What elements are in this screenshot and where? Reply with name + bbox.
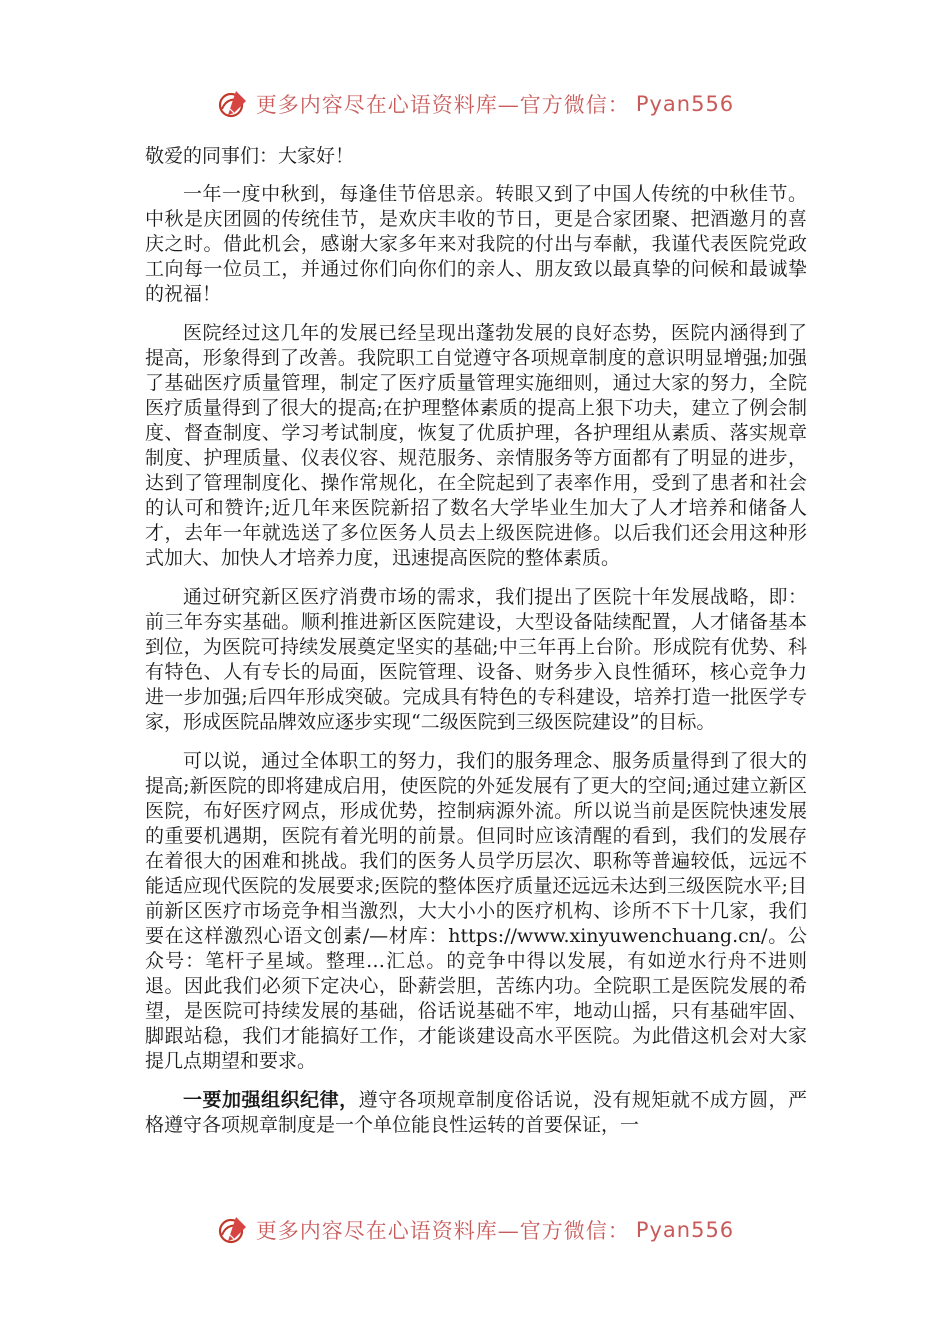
pen-swirl-logo-icon [216, 1213, 250, 1247]
paragraph-1: 一年一度中秋到，每逢佳节倍思亲。转眼又到了中国人传统的中秋佳节。中秋是庆团圆的传统佳节，是欢庆丰收的节日，更是合家团聚、把酒邀月的喜庆之时。借此机会，感谢大家多年来对我院的付出与奉献，我谨代表医院党政工向每一位员工，并通过你们向你们的亲人、朋友致以最真挚的问候和最诚挚的祝福！ [145, 183, 807, 305]
paragraph-4: 可以说，通过全体职工的努力，我们的服务理念、服务质量得到了很大的提高;新医院的即将建成启用，使医院的外延发展有了更大的空间;通过建立新区医院，布好医疗网点，形成优势，控制病源外流。所以说当前是医院快速发展的重要机遇期，医院有着光明的前景。但同时应该清醒的看到，我们的发展存在着很大的困难和挑战。我们的医务人员学历层次、职称等普遍较低，远远不能适应现代医院的发展要求;医院的整体医疗质量还远远未达到三级医院水平;目前新区医疗市场竞争相当激烈，大大小小的医疗机构、诊所不下十几家，我们要在这样激烈心语文创素/—材库：https://www.xinyuwenchuang.cn/。公众号：笔杆子星域。整理…汇总。的竞争中得以发展，有如逆水行舟不进则退。因此我们必须下定决心，卧薪尝胆，苦练内功。全院职工是医院发展的希望，是医院可持续发展的基础，俗话说基础不牢，地动山摇，只有基础牢固、脚跟站稳，我们才能搞好工作，才能谈建设高水平医院。为此借这机会对大家提几点期望和要求。 [145, 750, 807, 1072]
document-body [145, 144, 807, 1152]
paragraph-2: 医院经过这几年的发展已经呈现出蓬勃发展的良好态势，医院内涵得到了提高，形象得到了改善。我院职工自觉遵守各项规章制度的意识明显增强;加强了基础医疗质量管理，制定了医疗质量管理实施细则，通过大家的努力，全院医疗质量得到了很大的提高;在护理整体素质的提高上狠下功夫，建立了例会制度、督查制度、学习考试制度，恢复了优质护理，各护理组从素质、落实规章制度、护理质量、仪表仪容、规范服务、亲情服务等方面都有了明显的进步，达到了管理制度化、操作常规化，在全院起到了表率作用，受到了患者和社会的认可和赞许;近几年来医院新招了数名大学毕业生加大了人才培养和储备人才，去年一年就选送了多位医务人员去上级医院进修。以后我们还会用这种形式加大、加快人才培养力度，迅速提高医院的整体素质。 [145, 322, 807, 569]
paragraph-5-text: 遵守各项规章制度俗话说，没有规矩就不成方圆，严格遵守各项规章制度是一个单位能良性运转的首要保证，一 [145, 1089, 807, 1136]
paragraph-5-heading: 一要加强组织纪律， [183, 1089, 359, 1111]
banner-wechat-id: Pyan556 [635, 1218, 735, 1242]
banner-text: 更多内容尽在心语资料库—官方微信： [255, 93, 630, 117]
pen-swirl-logo-icon [216, 87, 250, 121]
header-banner [0, 84, 950, 124]
greeting: 敬爱的同事们：大家好！ [145, 145, 355, 167]
banner-text: 更多内容尽在心语资料库—官方微信： [255, 1219, 630, 1243]
paragraph-5 [145, 1088, 807, 1138]
banner-wechat-id: Pyan556 [635, 92, 735, 116]
paragraph-3: 通过研究新区医疗消费市场的需求，我们提出了医院十年发展战略，即：前三年夯实基础。顺利推进新区医院建设，大型设备陆续配置，人才储备基本到位，为医院可持续发展奠定坚实的基础;中三年再上台阶。形成院有优势、科有特色、人有专长的局面，医院管理、设备、财务步入良性循环，核心竞争力进一步加强;后四年形成突破。完成具有特色的专科建设，培养打造一批医学专家，形成医院品牌效应逐步实现“二级医院到三级医院建设”的目标。 [145, 586, 807, 733]
footer-banner [0, 1210, 950, 1250]
